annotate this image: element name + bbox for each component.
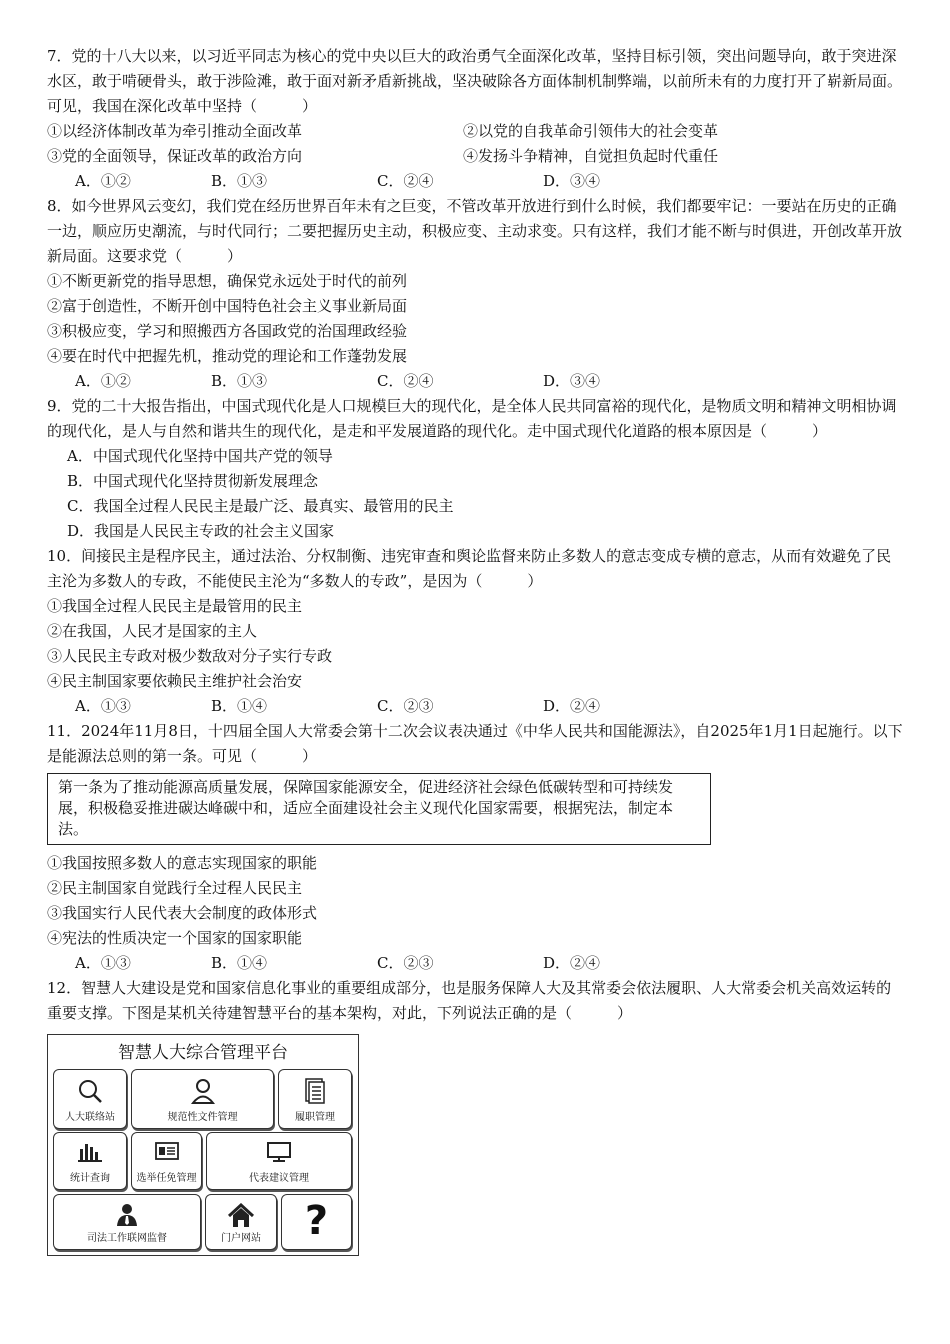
option-d[interactable]: D．我国是人民民主专政的社会主义国家	[67, 522, 335, 540]
option-b[interactable]: B．①④	[211, 697, 268, 715]
statement-4: ④民主制国家要依赖民主维护社会治安	[47, 672, 303, 690]
user-icon	[132, 1078, 273, 1112]
module-duty-management	[278, 1069, 352, 1129]
law-article-box: 第一条为了推动能源高质量发展，保障国家能源安全，促进经济社会绿色低碳转型和可持续发展，积极稳妥推进碳达峰碳中和，适应全面建设社会主义现代化国家需要，根据宪法，制定本法。	[47, 773, 711, 845]
option-a[interactable]: A．中国式现代化坚持中国共产党的领导	[67, 447, 333, 465]
module-label: 司法工作联网监督	[87, 1233, 167, 1244]
option-b[interactable]: B．①③	[211, 372, 268, 390]
question-stem: 11．2024年11月8日，十四届全国人大常委会第十二次会议表决通过《中华人民共和国能源法》，自2025年1月1日起施行。以下是能源法总则的第一条。可见（ ）	[47, 722, 903, 765]
question-8	[47, 194, 905, 394]
module-unknown	[281, 1194, 352, 1250]
option-a[interactable]: A．①③	[75, 697, 131, 715]
module-normative-documents	[131, 1069, 274, 1129]
search-icon	[54, 1078, 126, 1112]
option-b[interactable]: B．①③	[211, 172, 268, 190]
home-icon	[206, 1203, 276, 1237]
platform-diagram	[47, 1034, 359, 1256]
statement-4: ④宪法的性质决定一个国家的国家职能	[47, 929, 303, 947]
module-liaison-station	[53, 1069, 127, 1129]
module-judicial-supervision	[53, 1194, 201, 1250]
module-label: 代表建议管理	[249, 1173, 309, 1184]
statement-3: ③我国实行人民代表大会制度的政体形式	[47, 904, 318, 922]
statement-2: ②在我国，人民才是国家的主人	[47, 622, 258, 640]
module-label: 履职管理	[295, 1112, 335, 1123]
id-card-icon	[132, 1141, 201, 1169]
statement-2: ②以党的自我革命引领伟大的社会变革	[463, 122, 719, 140]
question-stem: 9．党的二十大报告指出，中国式现代化是人口规模巨大的现代化，是全体人民共同富裕的现代化，是物质文明和精神文明相协调的现代化，是人与自然和谐共生的现代化，是走和平发展道路的现代化。走中国式现代化道路的根本原因是（ ）	[47, 397, 897, 440]
option-a[interactable]: A．①②	[75, 172, 131, 190]
option-c[interactable]: C．②③	[377, 954, 434, 972]
question-mark-icon: ?	[304, 1198, 329, 1244]
option-b[interactable]: B．①④	[211, 954, 268, 972]
module-statistics-query	[53, 1132, 127, 1190]
option-a[interactable]: A．①③	[75, 954, 131, 972]
question-stem: 10．间接民主是程序民主，通过法治、分权制衡、违宪审查和舆论监督来防止多数人的意志变成专横的意志，从而有效避免了民主沦为多数人的专政，不能使民主沦为“多数人的专政”，是因为（ ）	[47, 547, 892, 590]
statement-3: ③人民民主专政对极少数敌对分子实行专政	[47, 647, 333, 665]
question-10	[47, 544, 905, 719]
module-label: 规范性文件管理	[167, 1112, 238, 1123]
statement-1: ①不断更新党的指导思想，确保党永远处于时代的前列	[47, 272, 408, 290]
module-label: 门户网站	[221, 1233, 261, 1244]
document-icon	[279, 1078, 351, 1112]
option-d[interactable]: D．③④	[543, 172, 601, 190]
statement-2: ②民主制国家自觉践行全过程人民民主	[47, 879, 303, 897]
question-7	[47, 44, 905, 194]
statement-4: ④要在时代中把握先机，推动党的理论和工作蓬勃发展	[47, 347, 408, 365]
statement-1: ①我国全过程人民民主是最管用的民主	[47, 597, 303, 615]
statement-2: ②富于创造性，不断开创中国特色社会主义事业新局面	[47, 297, 408, 315]
module-label: 人大联络站	[65, 1112, 115, 1123]
option-c[interactable]: C．②③	[377, 697, 434, 715]
question-11	[47, 719, 905, 976]
monitor-icon	[207, 1141, 351, 1171]
statement-4: ④发扬斗争精神，自觉担负起时代重任	[463, 147, 719, 165]
option-b[interactable]: B．中国式现代化坚持贯彻新发展理念	[67, 472, 319, 490]
statement-3: ③积极应变，学习和照搬西方各国政党的治国理政经验	[47, 322, 408, 340]
person-tie-icon	[54, 1203, 200, 1235]
bar-chart-icon	[54, 1141, 126, 1171]
question-stem: 7．党的十八大以来，以习近平同志为核心的党中央以巨大的政治勇气全面深化改革，坚持目标引领，突出问题导向，敢于突进深水区，敢于啃硬骨头，敢于涉险滩，敢于面对新矛盾新挑战，坚决破除各方面体制机制弊端，以前所未有的力度打开了崭新局面。可见，我国在深化改革中坚持（ ）	[47, 47, 903, 115]
module-election-appointment	[131, 1132, 202, 1190]
question-stem: 12．智慧人大建设是党和国家信息化事业的重要组成部分，也是服务保障人大及其常委会依法履职、人大常委会机关高效运转的重要支撑。下图是某机关待建智慧平台的基本架构，对此，下列说法正确的是（ ）	[47, 979, 892, 1022]
question-12	[47, 976, 905, 1256]
option-d[interactable]: D．②④	[543, 697, 601, 715]
statement-1: ①我国按照多数人的意志实现国家的职能	[47, 854, 318, 872]
option-c[interactable]: C．我国全过程人民民主是最广泛、最真实、最管用的民主	[67, 497, 454, 515]
module-portal-website	[205, 1194, 277, 1250]
module-label: 统计查询	[70, 1173, 110, 1184]
statement-1: ①以经济体制改革为牵引推动全面改革	[47, 122, 303, 140]
statement-3: ③党的全面领导，保证改革的政治方向	[47, 147, 303, 165]
module-delegate-suggestions	[206, 1132, 352, 1190]
module-label: 选举任免管理	[136, 1173, 197, 1184]
exam-page	[47, 44, 905, 1256]
question-9	[47, 394, 905, 544]
option-d[interactable]: D．③④	[543, 372, 601, 390]
option-c[interactable]: C．②④	[377, 172, 434, 190]
diagram-title: 智慧人大综合管理平台	[118, 1043, 288, 1063]
option-c[interactable]: C．②④	[377, 372, 434, 390]
question-stem: 8．如今世界风云变幻，我们党在经历世界百年未有之巨变，不管改革开放进行到什么时候，我们都要牢记：一要站在历史的正确一边，顺应历史潮流，与时代同行；二要把握历史主动，积极应变、主动求变。只有这样，我们才能不断与时俱进，开创改革开放新局面。这要求党（ ）	[47, 197, 903, 265]
option-d[interactable]: D．②④	[543, 954, 601, 972]
option-a[interactable]: A．①②	[75, 372, 131, 390]
